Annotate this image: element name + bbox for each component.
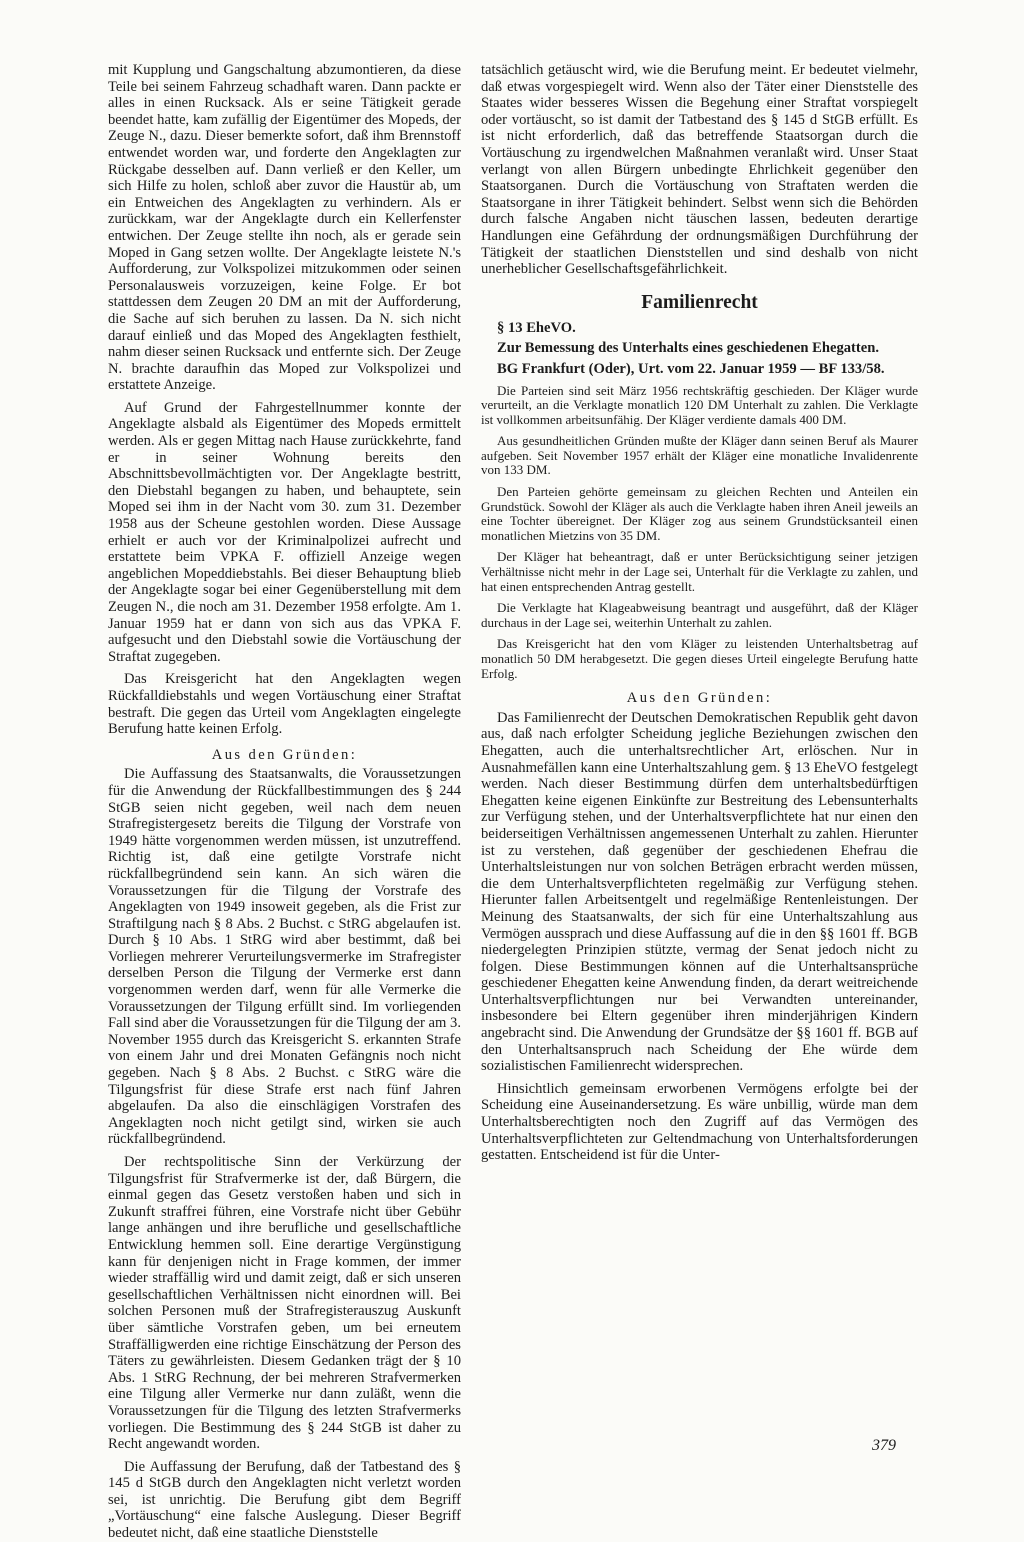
statute-reference: § 13 EheVO. [497, 319, 576, 336]
paragraph: Der Kläger hat beheantragt, daß er unter Berücksichtigung seiner jetzigen Verhältnisse nicht mehr in der Lage sei, Unterhalt für die Verklagte zu zahlen, und hat einen entsprechenden Antrag gestellt. [481, 549, 918, 594]
case-topic: Zur Bemessung des Unterhalts eines geschiedenen Ehegatten. [497, 340, 880, 357]
reasons-text [108, 766, 461, 1541]
paragraph: Die Auffassung der Berufung, daß der Tatbestand des § 145 d StGB durch den Angeklagten nicht verletzt worden sei, ist unrichtig. Die Berufung gibt dem Begriff „Vortäuschung“ eine falsche Auslegung. Dieser Begriff bedeutet nicht, daß eine staatliche Dienststelle [108, 1458, 461, 1542]
case-meta [481, 320, 918, 378]
paragraph: Hinsichtlich gemeinsam erworbenen Vermögens erfolgte bei der Scheidung eine Auseinandersetzung. Es wäre unbillig, würde man dem Unterhaltsberechtigten noch den Zugriff auf das Vermögen des Unterhaltsverpflichteten zur Geltendmachung von Unterhaltsforderungen gestatten. Entscheidend ist für die Unter- [481, 1080, 918, 1164]
page-number: 379 [872, 1437, 896, 1454]
reasons-heading: Aus den Gründen: [211, 746, 358, 763]
paragraph: mit Kupplung und Gangschaltung abzumontieren, da diese Teile bei seinem Fahrzeug schadhaft waren. Dann packte er alles in einen Rucksack. Als er seine Tätigkeit gerade beendet hatte, kam zufällig der Eigentümer des Mopeds, der Zeuge N., dazu. Dieser bemerkte sofort, daß ihm Brennstoff entwendet worden war, und forderte den Angeklagten zur Rückgabe desselben auf. Dann verließ er den Keller, um sich Hilfe zu holen, schloß aber zuvor die Haustür ab, um ein Entweichen des Angeklagten zu verhindern. Als er zurückkam, war der Angeklagte durch ein Kellerfenster entwichen. Der Zeuge stellte ihn noch, als er gerade sein Moped in Gang setzen wollte. Der Angeklagte leistete N.'s Aufforderung, zur Volkspolizei mitzukommen oder seinen Personalausweis vorzuzeigen, keine Folge. Er bot stattdessen dem Zeugen 20 DM an mit der Aufforderung, die Sache auf sich beruhen zu lassen. Da N. sich nicht darauf einließ und das Moped des Angeklagten festhielt, nahm dieser seinen Rucksack und entfernte sich. Der Zeuge N. brachte daraufhin das Moped zur Volkspolizei und erstattete Anzeige. [108, 62, 461, 394]
section-heading: Familienrecht [641, 291, 758, 313]
paragraph: Die Auffassung des Staatsanwalts, die Voraussetzungen für die Anwendung der Rückfallbestimmungen des § 244 StGB seien nicht gegeben, weil nach dem neuen Strafregistergesetz bereits die Tilgung der Vorstrafe von 1949 hätte vorgenommen werden müssen, ist unzutreffend. Richtig ist, daß eine getilgte Vorstrafe nicht rückfallbegründend sein kann. An sich wären die Voraussetzungen für die Tilgung der Vorstrafe des Angeklagten von 1949 insoweit gegeben, als die Frist zur Straftilgung nach § 8 Abs. 2 Buchst. c StRG abgelaufen ist. Durch § 10 Abs. 1 StRG wird aber bestimmt, daß bei Vorliegen mehrerer Verurteilungsvermerke im Strafregister derselben Person die Tilgung der Vermerke erst dann vorgenommen werden darf, wenn für alle Vermerke die Voraussetzungen der Tilgung erfüllt sind. Im vorliegenden Fall sind aber die Voraussetzungen für die Tilgung der am 3. November 1955 durch das Kreisgericht S. erkannten Strafe von einem Jahr und drei Monaten Gefängnis noch nicht gegeben. Nach § 8 Abs. 2 Buchst. c StRG wäre die Tilgungsfrist für diese Strafe erst nach fünf Jahren abgelaufen. Da also die einschlägigen Vorstrafen des Angeklagten noch nicht getilgt sind, wirken sie auch rückfallbegründend. [108, 766, 461, 1148]
reasons-heading: Aus den Gründen: [626, 690, 773, 707]
paragraph: Auf Grund der Fahrgestellnummer konnte der Angeklagte alsbald als Eigentümer des Mopeds ermittelt werden. Als er gegen Mittag nach Hause zurückkehrte, fand er in seiner Wohnung bereits den Abschnittsbevollmächtigten vor. Der Angeklagte bestritt, den Diebstahl begangen zu haben, und behauptete, sein Moped sei ihm in der Nacht vom 30. zum 31. Dezember 1958 aus der Scheune gestohlen worden. Diese Aussage erhielt er auch vor der Kriminalpolizei aufrecht und erstattete beim VPKA F. offiziell Anzeige wegen angeblichen Mopeddiebstahls. Bei dieser Behauptung blieb der Angeklagte sogar bei einer Gegenüberstellung mit dem Zeugen N., die noch am 31. Dezember 1958 erfolgte. Am 1. Januar 1959 hat er dann von sich aus das VPKA F. aufgesucht und den Diebstahl sowie die Vortäuschung der Straftat zugegeben. [108, 399, 461, 665]
continued-text [481, 62, 918, 278]
paragraph: Das Kreisgericht hat den Angeklagten wegen Rückfalldiebstahls und wegen Vortäuschung einer Straftat bestraft. Die gegen das Urteil vom Angeklagten eingelegte Berufung hatte keinen Erfolg. [108, 671, 461, 738]
case-facts [481, 384, 918, 682]
left-column [108, 62, 461, 1542]
court-citation: BG Frankfurt (Oder), Urt. vom 22. Januar 1959 — BF 133/58. [497, 360, 885, 377]
paragraph: Die Parteien sind seit März 1956 rechtskräftig geschieden. Der Kläger wurde verurteilt, an die Verklagte monatlich 120 DM Unterhalt zu zahlen. Die Verklagte ist vollkommen arbeitsunfähig. Der Kläger verdiente damals 400 DM. [481, 382, 918, 427]
reasons-text [481, 710, 918, 1164]
paragraph: Den Parteien gehörte gemeinsam zu gleichen Rechten und Anteilen ein Grundstück. Sowohl der Kläger als auch die Verklagte haben ihren Aneil jeweils an eine Tochter übereignet. Der Kläger zog aus seinem Grundstücksanteil einen monatlichen Mietzins von 35 DM. [481, 484, 918, 543]
paragraph: Aus gesundheitlichen Gründen mußte der Kläger dann seinen Beruf als Maurer aufgeben. Seit November 1957 erhält der Kläger eine monatliche Invalidenrente von 133 DM. [481, 433, 918, 478]
case-narrative [108, 62, 461, 738]
paragraph: Die Verklagte hat Klageabweisung beantragt und ausgeführt, daß der Kläger durchaus in der Lage sei, weiterhin Unterhalt zu zahlen. [481, 600, 918, 630]
paragraph: Das Familienrecht der Deutschen Demokratischen Republik geht davon aus, daß nach erfolgter Scheidung jegliche Beziehungen zwischen den Ehegatten, auch die unterhaltsrechtlicher Art, erlöschen. Nur in Ausnahmefällen kann eine Unterhaltszahlung gem. § 13 EheVO festgelegt werden. Nach dieser Bestimmung dürfen dem unterhaltsbedürftigen Ehegatten keine eigenen Einkünfte zur Bestreitung des Lebensunterhalts zur Verfügung stehen, und der Unterhaltsverpflichtete hat nur einen den beiderseitigen Verhältnissen angemessenen Unterhalt zu zahlen. Hierunter ist zu verstehen, daß gegenüber der geschiedenen Ehefrau die Unterhaltsleistungen nur von solchen Beträgen erbracht werden müssen, die dem Unterhaltsverpflichteten regelmäßig zur Verfügung stehen. Hierunter fallen Arbeitsentgelt und regelmäßige Rentenleistungen. Der Meinung des Staatsanwalts, der sich für eine Unterhaltszahlung aus Vermögen aussprach und diese Auffassung auf die in den §§ 1601 ff. BGB niedergelegten Prinzipien stützte, vermag der Senat jedoch nicht zu folgen. Diese Bestimmungen können auf die Unterhaltsansprüche geschiedener Ehegatten keine Anwendung finden, da derart weitreichende Unterhaltsverpflichtungen nur bei Verwandten untereinander, insbesondere bei Eltern gegenüber ihren minderjährigen Kindern angebracht sind. Die Anwendung der Grundsätze der §§ 1601 ff. BGB auf den Unterhaltsanspruch nach Scheidung der Ehe würde dem sozialistischen Familienrecht widersprechen. [481, 709, 918, 1075]
right-column [481, 62, 918, 1164]
paragraph: Das Kreisgericht hat den vom Kläger zu leistenden Unterhaltsbetrag auf monatlich 50 DM herabgesetzt. Die gegen dieses Urteil eingelegte Berufung hatte Erfolg. [481, 636, 918, 681]
paragraph: Der rechtspolitische Sinn der Verkürzung der Tilgungsfrist für Strafvermerke ist der, daß Bürgern, die einmal gegen das Gesetz verstoßen haben und sich in Zukunft straffrei führen, eine Vorstrafe nicht über Gebühr lange anhängen und ihre berufliche und gesellschaftliche Entwicklung hemmen soll. Eine derartige Vergünstigung kann für denjenigen nicht in Frage kommen, der immer wieder straffällig wird und damit zeigt, daß er sich unseren gesellschaftlichen Verhältnissen nicht einordnen will. Bei solchen Personen muß der Strafregisterauszug Auskunft über sämtliche Vorstrafen geben, um bei erneutem Straffälligwerden eine richtige Einschätzung der Person des Täters zu gewährleisten. Diesem Gedanken trägt der § 10 Abs. 1 StRG Rechnung, der bei mehreren Strafvermerken eine Tilgung aller Vermerke nur dann zuläßt, wenn die Voraussetzungen für die Tilgung des letzten Strafvermerks vorliegen. Die Bestimmung des § 244 StGB ist daher zu Recht angewandt worden. [108, 1154, 461, 1453]
paragraph: tatsächlich getäuscht wird, wie die Berufung meint. Er bedeutet vielmehr, daß etwas vorgespiegelt wird. Wenn also der Täter einer Dienststelle des Staates wider besseres Wissen die Begehung einer Straftat vorspiegelt oder vortäuscht, so ist damit der Tatbestand des § 145 d StGB erfüllt. Es ist nicht erforderlich, daß das betreffende Staatsorgan durch die Vortäuschung zu irgendwelchen Maßnahmen veranlaßt wird. Unser Staat verlangt von allen Bürgern unbedingte Ehrlichkeit gegenüber den Staatsorganen. Durch die Vortäuschung von Straftaten werden die Staatsorgane in ihrer Tätigkeit behindert. Selbst wenn sich die Behörden durch falsche Angaben nicht täuschen lassen, bedeuten derartige Handlungen eine Gefährdung der ordnungsmäßigen Durchführung der Tätigkeit der staatlichen Dienststellen und sind deshalb von nicht unerheblicher Gesellschaftsgefährlichkeit. [481, 62, 918, 278]
